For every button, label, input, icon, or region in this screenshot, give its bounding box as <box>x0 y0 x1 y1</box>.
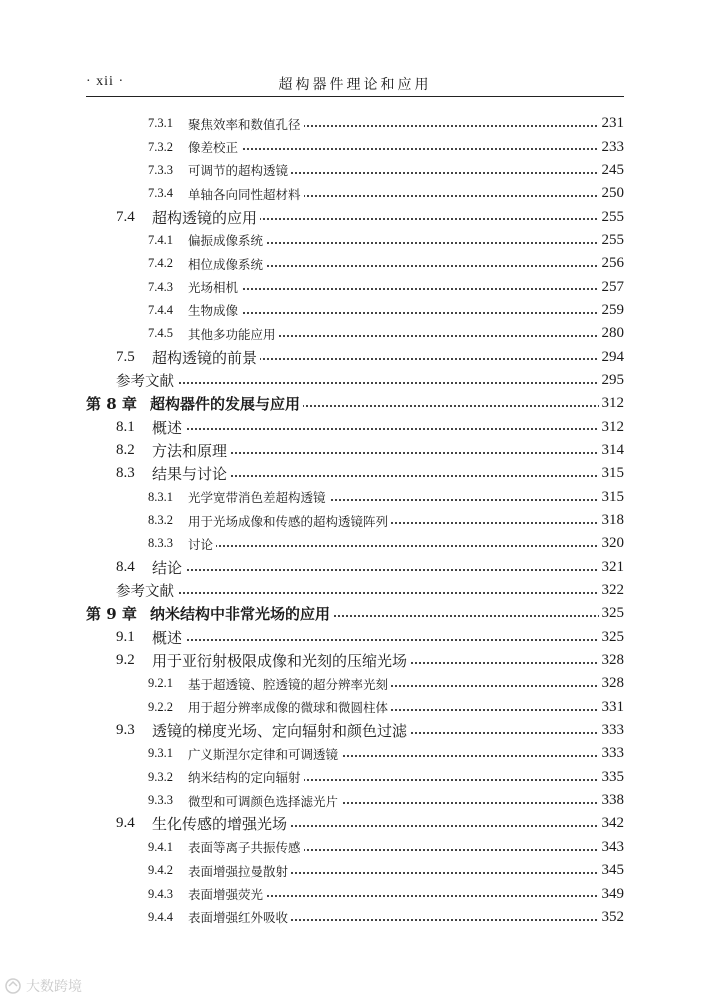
toc-entry-page: 325 <box>599 629 625 646</box>
toc-entry-title: 讨论 <box>188 535 216 553</box>
toc-entry-page: 312 <box>599 419 625 436</box>
toc-entry-title: 表面增强拉曼散射 <box>188 862 291 880</box>
toc-entry-title: 生化传感的增强光场 <box>152 813 290 834</box>
toc-entry-page: 257 <box>599 279 625 296</box>
toc-entry-number: 7.4.3 <box>148 279 173 294</box>
toc-entry-title: 用于亚衍射极限成像和光刻的压缩光场 <box>152 650 410 671</box>
toc-entry-number: 7.3.1 <box>148 116 173 131</box>
toc-entry-page: 321 <box>599 559 625 576</box>
toc-entry[interactable] <box>0 322 708 345</box>
toc-entry[interactable] <box>0 602 708 625</box>
toc-entry[interactable] <box>0 649 708 672</box>
toc-entry-page: 318 <box>599 512 625 529</box>
toc-entry-title: 纳米结构的定向辐射 <box>188 768 304 786</box>
toc-entry-page: 325 <box>599 605 625 622</box>
toc-entry-number: 9.4.3 <box>148 886 173 901</box>
toc-entry[interactable] <box>0 509 708 532</box>
toc-entry-title: 参考文献 <box>116 580 177 601</box>
toc-entry-number: 9.2.1 <box>148 676 173 691</box>
toc-entry-title: 生物成像 <box>188 301 241 319</box>
toc-entry-title: 聚焦效率和数值孔径 <box>188 115 304 133</box>
toc-entry-page: 231 <box>599 115 625 132</box>
toc-entry-title: 超构透镜的应用 <box>152 207 260 228</box>
dot-leader <box>116 382 624 384</box>
toc-entry-page: 331 <box>599 699 625 716</box>
toc-entry[interactable] <box>0 275 708 298</box>
dot-leader <box>116 592 624 594</box>
toc-entry-number: 8.2 <box>116 441 135 458</box>
toc-entry-page: 295 <box>599 372 625 389</box>
toc-entry-page: 333 <box>599 745 625 762</box>
toc-entry-title: 用于光场成像和传感的超构透镜阵列 <box>188 512 391 530</box>
toc-entry-page: 320 <box>599 535 625 552</box>
toc-entry-page: 328 <box>599 675 625 692</box>
toc-entry-number: 9.3.1 <box>148 746 173 761</box>
toc-entry-page: 255 <box>599 209 625 226</box>
toc-entry[interactable] <box>0 882 708 905</box>
toc-entry[interactable] <box>0 579 708 602</box>
dot-leader <box>188 148 624 150</box>
toc-entry[interactable] <box>0 696 708 719</box>
toc-entry-page: 349 <box>599 886 625 903</box>
toc-entry[interactable] <box>0 462 708 485</box>
toc-entry[interactable] <box>0 486 708 509</box>
toc-entry[interactable] <box>0 906 708 929</box>
toc-entry-title: 结论 <box>152 557 185 578</box>
toc-entry-title: 光场相机 <box>188 278 241 296</box>
toc-entry-title: 可调节的超构透镜 <box>188 161 291 179</box>
toc-entry-number: 第 9 章 <box>86 605 137 624</box>
page-number: · xii · <box>86 74 125 89</box>
toc-entry-page: 335 <box>599 769 625 786</box>
watermark-text: 大数跨境 <box>26 979 82 995</box>
toc-entry-number: 9.4.2 <box>148 863 173 878</box>
toc-entry-page: 294 <box>599 349 625 366</box>
toc-entry-number: 8.3.1 <box>148 489 173 504</box>
toc-entry-title: 表面增强荧光 <box>188 885 266 903</box>
toc-entry[interactable] <box>0 812 708 835</box>
toc-entry-title: 表面增强红外吸收 <box>188 908 291 926</box>
dot-leader <box>152 639 624 641</box>
toc-entry-title: 单轴各向同性超材料 <box>188 185 304 203</box>
toc-entry-title: 其他多功能应用 <box>188 325 279 343</box>
toc-entry[interactable] <box>0 742 708 765</box>
toc-entry-page: 315 <box>599 489 625 506</box>
toc-entry-number: 9.4.4 <box>148 909 173 924</box>
toc-entry-title: 广义斯涅尔定律和可调透镜 <box>188 745 341 763</box>
toc-entry[interactable] <box>0 159 708 182</box>
toc-entry-page: 256 <box>599 255 625 272</box>
dot-leader <box>152 428 624 430</box>
toc-entry-title: 透镜的梯度光场、定向辐射和颜色过滤 <box>152 720 410 741</box>
toc-entry[interactable] <box>0 766 708 789</box>
watermark <box>4 976 82 996</box>
toc-entry-title: 微型和可调颜色选择滤光片 <box>188 792 341 810</box>
toc-entry-title: 表面等离子共振传感 <box>188 838 304 856</box>
toc-entry-title: 结果与讨论 <box>152 463 230 484</box>
toc-entry-page: 259 <box>599 302 625 319</box>
toc-entry-page: 345 <box>599 862 625 879</box>
toc-entry-number: 8.1 <box>116 418 135 435</box>
toc-entry[interactable] <box>0 252 708 275</box>
toc-entry-title: 纳米结构中非常光场的应用 <box>150 603 333 624</box>
toc-entry-number: 7.4.1 <box>148 232 173 247</box>
toc-entry-title: 相位成像系统 <box>188 255 266 273</box>
toc-entry[interactable] <box>0 439 708 462</box>
toc-entry[interactable] <box>0 345 708 368</box>
toc-entry[interactable] <box>0 135 708 158</box>
toc-entry-page: 333 <box>599 722 625 739</box>
toc-entry[interactable] <box>0 415 708 438</box>
toc-entry-title: 光学宽带消色差超构透镜 <box>188 488 329 506</box>
toc-entry-page: 343 <box>599 839 625 856</box>
toc-entry-page: 352 <box>599 909 625 926</box>
toc-entry[interactable] <box>0 299 708 322</box>
toc-entry[interactable] <box>0 112 708 135</box>
toc-entry[interactable] <box>0 556 708 579</box>
toc-entry-number: 9.2 <box>116 652 135 669</box>
toc-entry-title: 超构器件的发展与应用 <box>150 393 303 414</box>
toc-entry-title: 偏振成像系统 <box>188 231 266 249</box>
toc-entry[interactable] <box>0 392 708 415</box>
toc-entry[interactable] <box>0 369 708 392</box>
toc-entry-title: 概述 <box>152 417 185 438</box>
toc-entry-page: 280 <box>599 325 625 342</box>
toc-entry-page: 233 <box>599 139 625 156</box>
toc-entry-page: 342 <box>599 815 625 832</box>
toc-entry[interactable] <box>0 859 708 882</box>
dot-leader <box>188 545 624 547</box>
dot-leader <box>188 312 624 314</box>
toc-entry-number: 8.3 <box>116 465 135 482</box>
toc-entry-page: 315 <box>599 465 625 482</box>
toc-entry-page: 312 <box>599 395 625 412</box>
toc-entry-number: 第 8 章 <box>86 395 137 414</box>
toc-entry-number: 7.5 <box>116 348 135 365</box>
toc-entry-title: 参考文献 <box>116 370 177 391</box>
toc-entry-number: 7.3.2 <box>148 139 173 154</box>
book-title: 超构器件理论和应用 <box>278 77 432 93</box>
toc-entry-page: 322 <box>599 582 625 599</box>
toc-entry-number: 7.3.4 <box>148 186 173 201</box>
toc-entry[interactable] <box>0 182 708 205</box>
toc-entry[interactable] <box>0 719 708 742</box>
toc-entry-page: 245 <box>599 162 625 179</box>
toc-entry-number: 7.4 <box>116 208 135 225</box>
toc-entry-number: 9.2.2 <box>148 699 173 714</box>
toc-entry-title: 基于超透镜、腔透镜的超分辨率光刻 <box>188 675 391 693</box>
toc-entry-page: 255 <box>599 232 625 249</box>
toc-entry-number: 9.3.3 <box>148 793 173 808</box>
toc-entry-number: 8.3.2 <box>148 513 173 528</box>
toc-entry-number: 9.3.2 <box>148 769 173 784</box>
toc-entry-page: 328 <box>599 652 625 669</box>
toc-entry[interactable] <box>0 532 708 555</box>
toc-entry-number: 9.4 <box>116 815 135 832</box>
toc-entry-number: 7.4.4 <box>148 302 173 317</box>
toc-entry-number: 7.4.2 <box>148 256 173 271</box>
toc-entry[interactable] <box>0 205 708 228</box>
toc-entry-title: 用于超分辨率成像的微球和微圆柱体 <box>188 698 391 716</box>
toc-entry-number: 8.3.3 <box>148 536 173 551</box>
toc-entry-page: 250 <box>599 185 625 202</box>
toc-entry-number: 8.4 <box>116 558 135 575</box>
toc-entry[interactable] <box>0 672 708 695</box>
page-header <box>86 72 624 97</box>
toc-entry-page: 314 <box>599 442 625 459</box>
toc-entry-number: 7.4.5 <box>148 326 173 341</box>
toc-entry-number: 7.3.3 <box>148 162 173 177</box>
table-of-contents <box>0 112 708 929</box>
toc-entry[interactable] <box>0 626 708 649</box>
toc-entry-title: 方法和原理 <box>152 440 230 461</box>
toc-entry[interactable] <box>0 836 708 859</box>
watermark-logo-icon <box>4 977 22 995</box>
toc-entry-title: 像差校正 <box>188 138 241 156</box>
toc-entry-number: 9.3 <box>116 722 135 739</box>
dot-leader <box>188 288 624 290</box>
toc-entry-page: 338 <box>599 792 625 809</box>
toc-entry-number: 9.4.1 <box>148 839 173 854</box>
toc-entry-title: 概述 <box>152 627 185 648</box>
toc-entry[interactable] <box>0 789 708 812</box>
toc-entry-number: 9.1 <box>116 628 135 645</box>
toc-entry[interactable] <box>0 229 708 252</box>
dot-leader <box>152 569 624 571</box>
toc-entry-title: 超构透镜的前景 <box>152 347 260 368</box>
